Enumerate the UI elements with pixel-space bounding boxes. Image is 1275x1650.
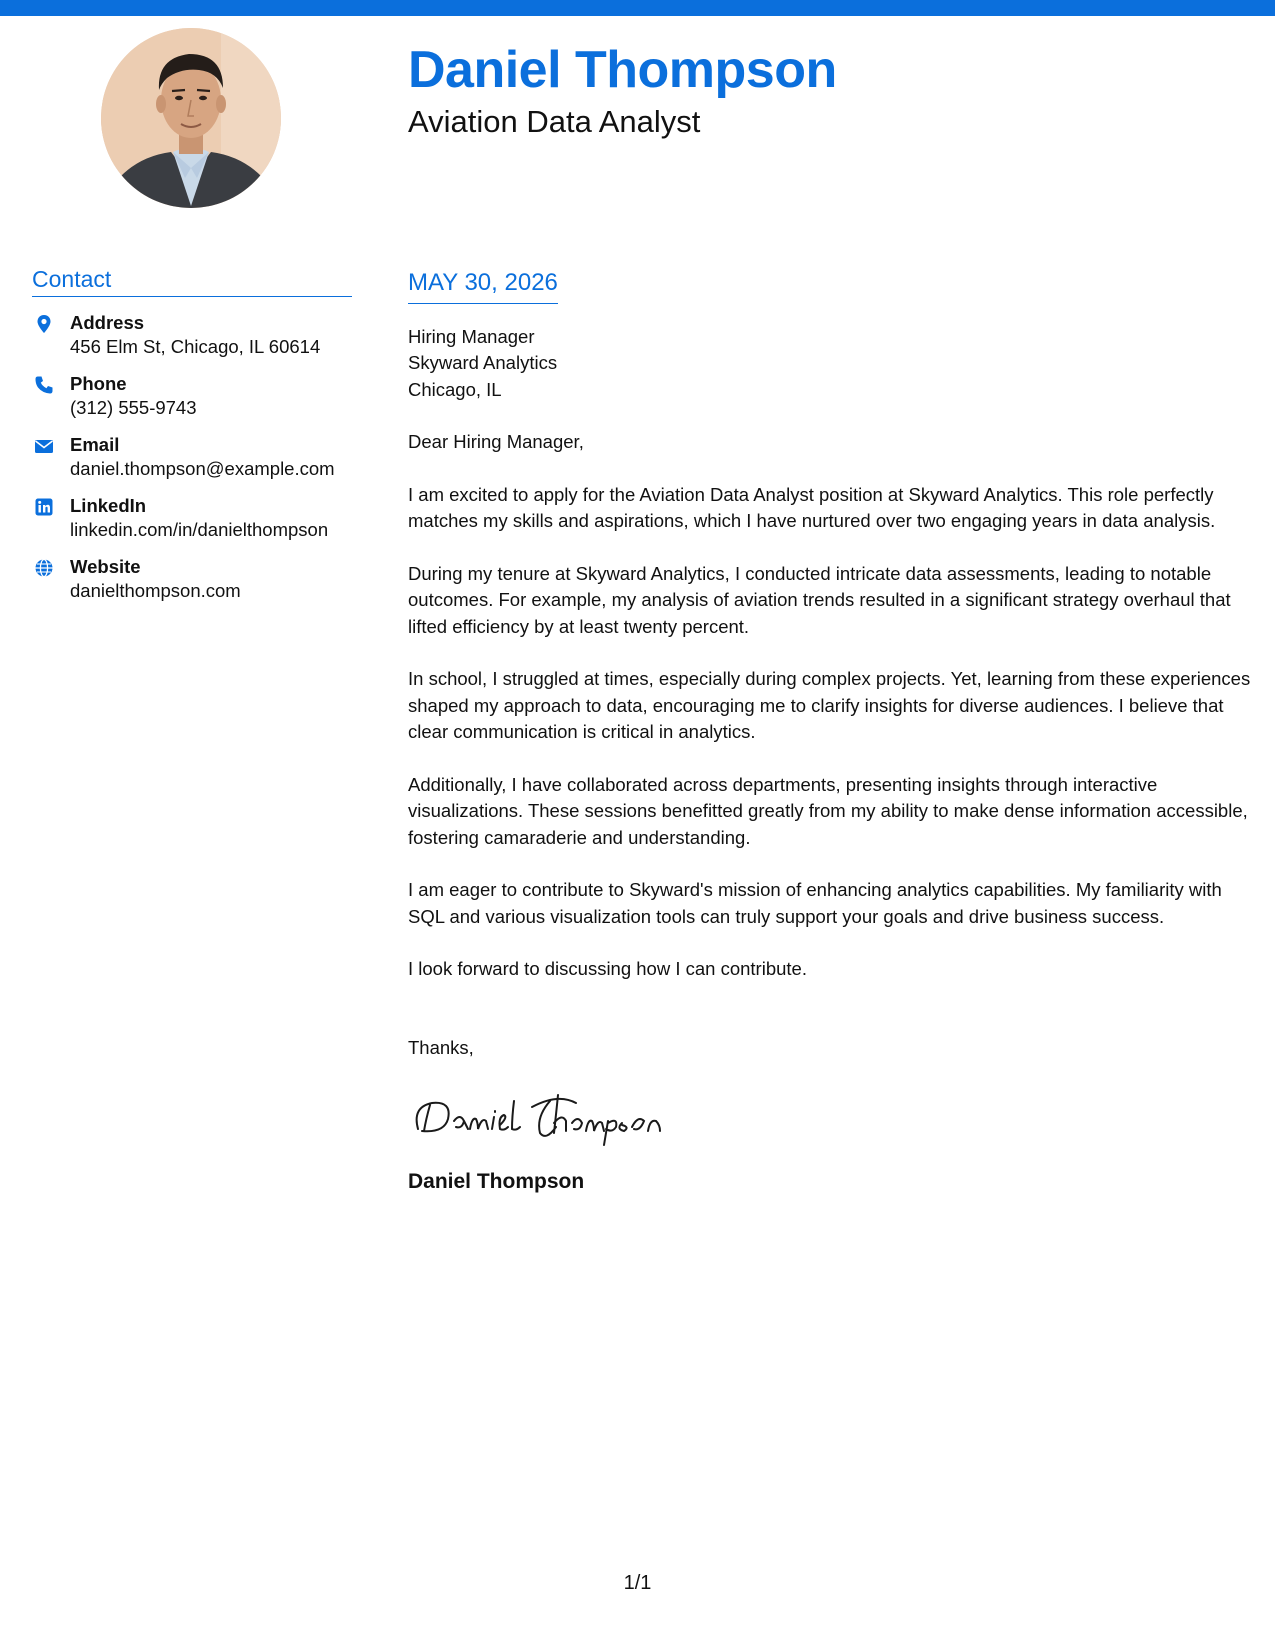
salutation: Dear Hiring Manager, (408, 431, 584, 452)
contact-value: (312) 555-9743 (70, 397, 197, 418)
contact-value: linkedin.com/in/danielthompson (70, 519, 329, 540)
candidate-name: Daniel Thompson (408, 41, 837, 99)
top-accent-bar (0, 0, 1275, 16)
profile-photo (101, 28, 281, 208)
recipient-block (408, 324, 1253, 404)
contact-website (32, 555, 352, 603)
recipient-line: Chicago, IL (408, 378, 502, 400)
recipient-line: Skyward Analytics (408, 352, 558, 373)
contact-sidebar (32, 266, 352, 616)
paragraph: In school, I struggled at times, especially during complex projects. Yet, learning from these experiences shaped my approach to data, encouraging me to clarify insights for diverse audiences. I believe that clear communication is critical in analytics. (408, 668, 1251, 742)
contact-label: Address (70, 312, 145, 333)
paragraph: I look forward to discussing how I can contribute. (408, 958, 807, 979)
paragraph: I am eager to contribute to Skyward's mission of enhancing analytics capabilities. My familiarity with SQL and various visualization tools can truly support your goals and drive business success. (408, 879, 1222, 927)
contact-address (32, 311, 352, 359)
paragraph: I am excited to apply for the Aviation Data Analyst position at Skyward Analytics. This role perfectly matches my skills and aspirations, which I have nurtured over two engaging years in data analysis. (408, 483, 1216, 531)
contact-phone (32, 372, 352, 420)
contact-label: LinkedIn (70, 495, 147, 516)
contact-label: Phone (70, 373, 127, 394)
letter-date: MAY 30, 2026 (408, 270, 558, 304)
contact-label: Email (70, 434, 120, 455)
envelope-icon (34, 436, 54, 456)
contact-email (32, 433, 352, 481)
contact-linkedin (32, 494, 352, 542)
contact-heading: Contact (32, 266, 352, 297)
recipient-line: Hiring Manager (408, 325, 535, 347)
paragraph: Additionally, I have collaborated across departments, presenting insights through interactive visualizations. These sessions benefitted greatly from my ability to make dense information accessible, fostering camaraderie and understanding. (408, 773, 1248, 848)
closing: Thanks, (408, 1036, 474, 1058)
page-number: 1/1 (623, 1572, 652, 1594)
contact-value: danielthompson.com (70, 580, 241, 601)
handwritten-signature (408, 1087, 1253, 1147)
contact-label: Website (70, 556, 141, 577)
candidate-title: Aviation Data Analyst (408, 104, 701, 139)
paragraph: During my tenure at Skyward Analytics, I conducted intricate data assessments, leading to notable outcomes. For example, my analysis of aviation trends resulted in a significant strategy overhaul that lifted efficiency by at least twenty percent. (408, 562, 1231, 637)
map-pin-icon (34, 314, 54, 334)
phone-icon (34, 375, 54, 395)
signed-name: Daniel Thompson (408, 1170, 585, 1193)
contact-value: daniel.thompson@example.com (70, 458, 335, 479)
letter-body (408, 270, 1253, 1196)
linkedin-icon (34, 497, 54, 517)
globe-icon (34, 558, 54, 578)
contact-value: 456 Elm St, Chicago, IL 60614 (70, 336, 321, 357)
